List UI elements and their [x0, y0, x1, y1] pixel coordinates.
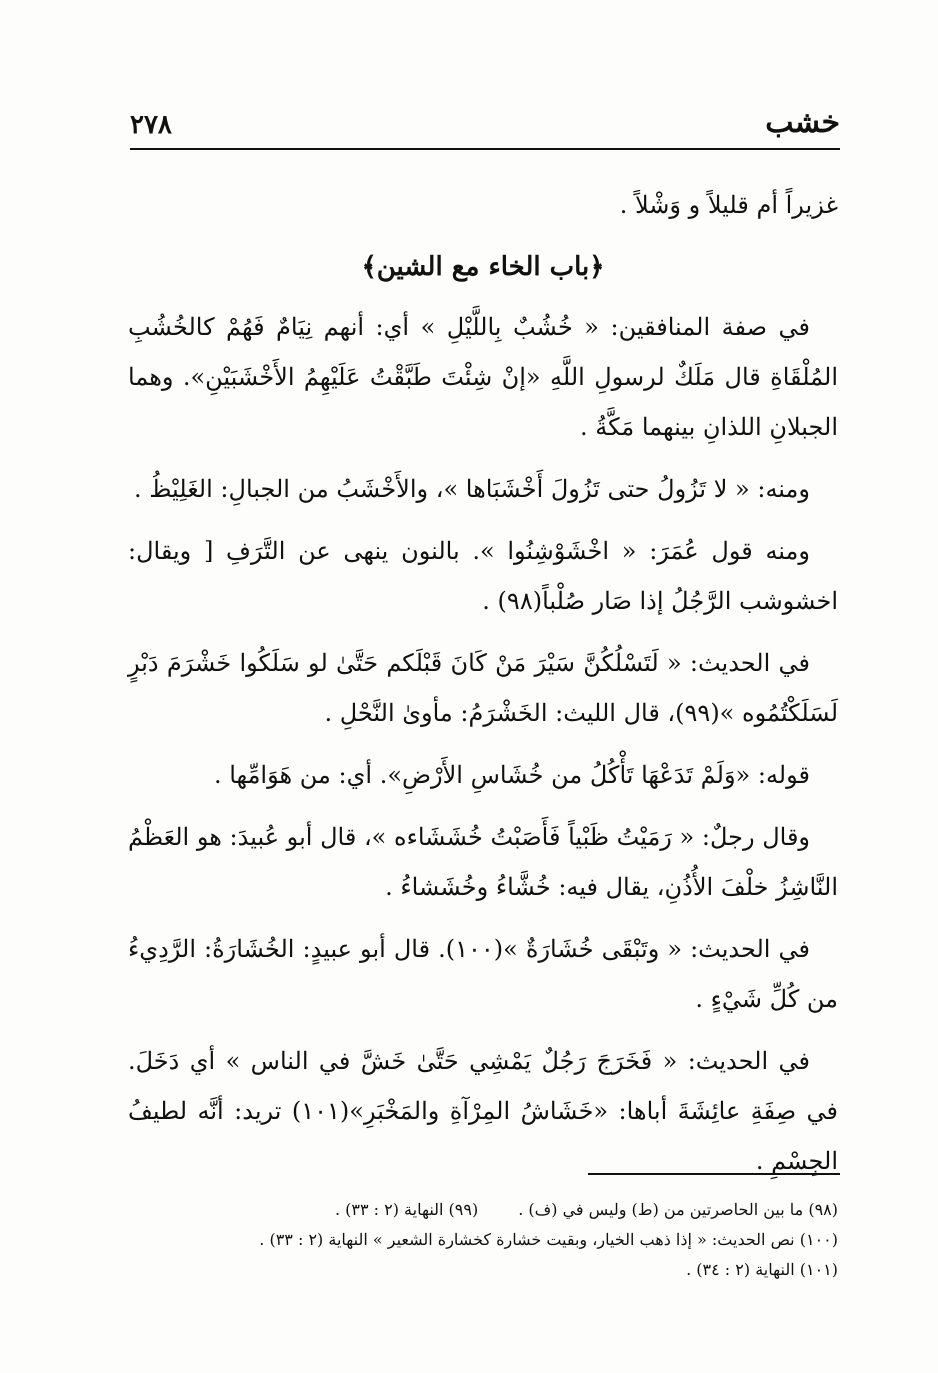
footnote: (١٠٠) نص الحديث: « إذا ذهب الخيار، وبقيت خشارة كخشارة الشعير » النهاية (٢ : ٣٣) .	[259, 1230, 838, 1249]
paragraph: قوله: «وَلَمْ تَدَعْهَا تَأْكُلُ من خُشَاسِ الأَرْضِ». أي: من هَوَامِّها .	[213, 761, 810, 789]
main-text	[128, 180, 838, 1198]
intro-line: غزيراً أم قليلاً و وَشْلاً .	[619, 191, 838, 219]
footnote: (١٠١) النهاية (٢ : ٣٤) .	[686, 1260, 838, 1279]
footnote-separator	[588, 1173, 840, 1175]
footnote: (٩٨) ما بين الحاصرتين من (ط) وليس في (ف) .	[518, 1200, 838, 1219]
page-header	[130, 90, 840, 150]
footnotes	[128, 1195, 838, 1285]
paragraph: في الحديث: « فَخَرَجَ رَجُلٌ يَمْشِي حَتَّىٰ خَشَّ في الناس » أي دَخَلَ. في صِفَةِ عائِشَةَ أباها: «خَشَاشُ المِرْآةِ والمَخْبَرِ»(١٠١) تريد: أنَّه لطيفُ الجِسْمِ .	[128, 1047, 838, 1175]
paragraph: وقال رجلٌ: « رَمَيْتُ ظَبْياً فَأَصَبْتُ خُشَشَاءه »، قال أبو عُبيدَ: هو العَظْمُ النَّاشِزُ خلْفَ الأُذُنِ، يقال فيه: خُشَّاءُ وخُشَشاءُ .	[128, 823, 838, 901]
paragraph: في الحديث: « لَتَسْلُكُنَّ سَيْرَ مَنْ كَانَ قَبْلَكم حَتَّىٰ لو سَلَكُوا خَشْرَمَ دَبْرٍ لَسَلَكْتُمُوه »(٩٩)، قال الليث: الخَشْرَمُ: مأوىٰ النَّحْلِ .	[128, 649, 838, 727]
footnote: (٩٩) النهاية (٢ : ٣٣) .	[334, 1200, 479, 1219]
running-head: خشب	[765, 105, 840, 140]
paragraph: في الحديث: « وتَبْقَى خُشَارَةٌ »(١٠٠). قال أبو عبيدٍ: الخُشَارَةُ: الرَّدِيءُ من كُلِّ شَيْءٍ .	[128, 935, 838, 1013]
chapter-title: ﴿باب الخاء مع الشين﴾	[361, 252, 605, 282]
paragraph: في صفة المنافقين: « خُشُبٌ بِاللَّيْلِ » أي: أنهم نِيَامٌ فَهُمْ كالخُشُبِ المُلْقَاةِ قال مَلَكٌ لرسولِ اللَّهِ «إنْ شِئْتَ طَبَّقْتُ عَلَيْهِمُ الأَخْشَبَيْنِ». وهما الجبلانِ اللذانِ بينهما مَكَّةُ .	[128, 313, 838, 441]
paragraph: ومنه: « لا تَزُولُ حتى تَزُولَ أَخْشَبَاها »، والأَخْشَبُ من الجبالِ: الغَلِيْظُ .	[134, 475, 810, 503]
paragraph: ومنه قول عُمَرَ: « اخْشَوْشِنُوا ». بالنون ينهى عن التَّرَفِ [ ويقال: اخشوشب الرَّجُلُ إذا صَار صُلْباً(٩٨) .	[128, 537, 838, 615]
page-number: ٢٧٨	[130, 110, 172, 140]
footnote-row	[128, 1195, 838, 1225]
